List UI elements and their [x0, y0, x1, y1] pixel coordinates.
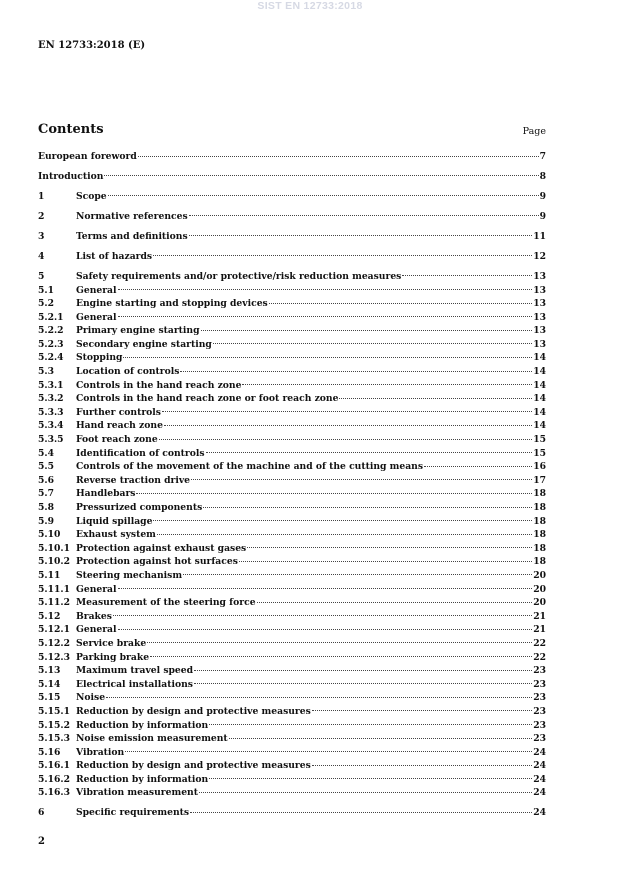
toc-entry-page: 13	[533, 311, 546, 323]
toc-entry-page: 13	[533, 270, 546, 282]
toc-entry-page: 15	[533, 434, 546, 446]
toc-entry-title: Vibration measurement	[76, 787, 198, 799]
toc-entry-number: 5.2.3	[38, 338, 64, 350]
toc-entry-page: 24	[533, 760, 546, 772]
toc-leader-dots	[312, 710, 532, 711]
toc-entry-number: 5.3.3	[38, 406, 64, 418]
watermark: SIST EN 12733:2018	[257, 0, 363, 12]
toc-entry-title: Location of controls	[76, 366, 180, 378]
toc-leader-dots	[157, 534, 532, 535]
toc-entry-page: 9	[539, 210, 546, 222]
toc-entry-page: 16	[533, 461, 546, 473]
toc-entry-title: Electrical installations	[76, 678, 193, 690]
toc-entry[interactable]	[38, 623, 546, 637]
toc-leader-dots	[153, 520, 532, 521]
toc-leader-dots	[242, 384, 532, 385]
toc-leader-dots	[209, 724, 532, 725]
toc-leader-dots	[162, 411, 532, 412]
toc-entry-number: 5.13	[38, 665, 61, 677]
toc-leader-dots	[201, 330, 533, 331]
toc-entry-number: 5	[38, 270, 45, 282]
toc-entry[interactable]	[38, 270, 546, 284]
toc-entry[interactable]	[38, 474, 546, 488]
toc-entry[interactable]	[38, 250, 546, 264]
toc-entry-number: 5.16.1	[38, 760, 70, 772]
toc-entry-page: 12	[533, 250, 546, 262]
toc-entry-number: 5.15.2	[38, 719, 70, 731]
toc-entry-title: Normative references	[76, 210, 188, 222]
toc-entry-page: 13	[533, 298, 546, 310]
toc-entry-title: Reduction by design and protective measures	[76, 705, 311, 717]
toc-entry[interactable]	[38, 487, 546, 501]
toc-entry-page: 15	[533, 447, 546, 459]
toc-entry[interactable]	[38, 460, 546, 474]
toc-entry[interactable]	[38, 501, 546, 515]
toc-leader-dots	[402, 275, 532, 276]
toc-entry-title: Vibration	[76, 746, 125, 758]
toc-entry-page: 23	[533, 719, 546, 731]
toc-entry[interactable]	[38, 664, 546, 678]
toc-entry[interactable]	[38, 284, 546, 298]
toc-leader-dots	[191, 479, 532, 480]
toc-entry-page: 21	[533, 610, 546, 622]
toc-entry-title: General	[76, 583, 117, 595]
toc-entry-title: General	[76, 311, 117, 323]
toc-leader-dots	[189, 235, 533, 236]
toc-entry-title: Terms and definitions	[76, 230, 188, 242]
toc-entry-number: 1	[38, 190, 45, 202]
toc-entry-number: 5.4	[38, 447, 54, 459]
toc-entry-number: 5.2	[38, 298, 54, 310]
toc-entry[interactable]	[38, 596, 546, 610]
toc-entry-number: 5.15.3	[38, 733, 70, 745]
table-of-contents	[38, 150, 546, 820]
toc-entry[interactable]	[38, 447, 546, 461]
toc-leader-dots	[199, 792, 532, 793]
toc-entry[interactable]	[38, 746, 546, 760]
toc-entry-page: 21	[533, 624, 546, 636]
toc-entry-page: 20	[533, 597, 546, 609]
toc-entry-page: 23	[533, 665, 546, 677]
toc-leader-dots	[206, 452, 533, 453]
toc-leader-dots	[203, 507, 532, 508]
toc-entry[interactable]	[38, 732, 546, 746]
page-column-label: Page	[522, 126, 546, 137]
toc-entry[interactable]	[38, 311, 546, 325]
toc-entry-number: 5.10	[38, 529, 61, 541]
toc-entry-title: Controls in the hand reach zone	[76, 379, 242, 391]
toc-leader-dots	[190, 812, 532, 813]
toc-entry-number: 5.3.1	[38, 379, 64, 391]
toc-entry[interactable]	[38, 190, 546, 204]
toc-entry[interactable]	[38, 610, 546, 624]
toc-entry-page: 18	[533, 502, 546, 513]
toc-leader-dots	[213, 343, 532, 344]
toc-entry-number: 5.5	[38, 461, 54, 473]
toc-entry-number: 5.2.4	[38, 352, 64, 364]
toc-entry-number: 5.2.2	[38, 325, 64, 337]
toc-entry-page: 22	[533, 637, 546, 649]
toc-entry-page: 23	[533, 678, 546, 690]
toc-entry-number: 5.11.1	[38, 583, 70, 595]
toc-entry-page: 17	[533, 474, 546, 486]
toc-entry-title: Brakes	[76, 610, 112, 622]
toc-entry-number: 5.2.1	[38, 311, 64, 323]
toc-entry[interactable]	[38, 150, 546, 164]
toc-entry-number: 6	[38, 807, 45, 819]
toc-entry-page: 14	[533, 366, 546, 378]
toc-leader-dots	[269, 303, 532, 304]
toc-entry-number: 5.14	[38, 678, 61, 690]
toc-entry-page: 13	[533, 284, 546, 296]
toc-entry[interactable]	[38, 433, 546, 447]
toc-entry-number: 5.7	[38, 488, 54, 500]
toc-leader-dots	[183, 574, 532, 575]
toc-entry[interactable]	[38, 419, 546, 433]
toc-leader-dots	[150, 656, 532, 657]
toc-leader-dots	[339, 398, 532, 399]
toc-entry[interactable]	[38, 583, 546, 597]
toc-leader-dots	[118, 629, 533, 630]
toc-entry[interactable]	[38, 806, 546, 820]
toc-entry-number: 5.1	[38, 284, 54, 296]
standard-id-header: EN 12733:2018 (E)	[38, 40, 146, 51]
toc-leader-dots	[104, 175, 538, 176]
toc-entry-page: 23	[533, 705, 546, 717]
toc-entry-title: Scope	[76, 190, 107, 202]
toc-entry-title: Service brake	[76, 637, 147, 649]
toc-entry[interactable]	[38, 773, 546, 787]
toc-entry[interactable]	[38, 392, 546, 406]
toc-entry-title: Identification of controls	[76, 447, 205, 459]
toc-leader-dots	[312, 765, 532, 766]
toc-entry-title: General	[76, 284, 117, 296]
toc-entry-number: 5.8	[38, 502, 54, 513]
toc-entry-title: Controls in the hand reach zone or foot reach zone	[76, 393, 339, 405]
page-number: 2	[38, 836, 45, 847]
toc-leader-dots	[136, 493, 532, 494]
toc-entry-number: 5.16.2	[38, 773, 70, 785]
toc-entry-title: Engine starting and stopping devices	[76, 298, 268, 310]
toc-entry-title: Measurement of the steering force	[76, 597, 256, 609]
toc-entry-number: 5.3	[38, 366, 54, 378]
toc-entry-page: 7	[539, 151, 546, 162]
toc-entry[interactable]	[38, 338, 546, 352]
toc-entry[interactable]	[38, 637, 546, 651]
toc-entry-title: Steering mechanism	[76, 569, 183, 581]
toc-entry-number: 5.11	[38, 569, 61, 581]
toc-entry-title: Secondary engine starting	[76, 338, 212, 350]
toc-entry[interactable]	[38, 230, 546, 244]
toc-entry[interactable]	[38, 324, 546, 338]
toc-entry-title: Reduction by design and protective measures	[76, 760, 311, 772]
toc-entry-title: Exhaust system	[76, 529, 156, 541]
toc-entry-number: 5.11.2	[38, 597, 70, 609]
toc-entry-title: Liquid spillage	[76, 515, 153, 527]
toc-leader-dots	[189, 215, 539, 216]
toc-entry-number: 5.15.1	[38, 705, 70, 717]
toc-entry-page: 18	[533, 515, 546, 527]
toc-entry-number: 5.6	[38, 474, 54, 486]
toc-entry-title: Pressurized components	[76, 502, 203, 513]
toc-entry-title: General	[76, 624, 117, 636]
toc-entry-page: 23	[533, 692, 546, 704]
toc-entry-title: Controls of the movement of the machine and of the cutting means	[76, 461, 423, 473]
toc-entry-page: 11	[533, 230, 546, 242]
toc-entry-page: 20	[533, 569, 546, 581]
toc-leader-dots	[153, 255, 532, 256]
toc-entry-page: 13	[533, 338, 546, 350]
toc-entry-title: Introduction	[38, 170, 104, 182]
toc-entry-page: 14	[533, 393, 546, 405]
toc-entry[interactable]	[38, 379, 546, 393]
toc-entry-number: 5.10.2	[38, 556, 70, 568]
toc-leader-dots	[247, 547, 532, 548]
toc-entry-page: 14	[533, 406, 546, 418]
toc-entry-number: 5.10.1	[38, 542, 70, 554]
toc-entry-title: Protection against exhaust gases	[76, 542, 247, 554]
toc-entry-number: 5.3.2	[38, 393, 64, 405]
toc-entry[interactable]	[38, 210, 546, 224]
toc-entry-title: Protection against hot surfaces	[76, 556, 238, 568]
toc-entry[interactable]	[38, 542, 546, 556]
toc-leader-dots	[138, 156, 539, 157]
toc-leader-dots	[257, 602, 533, 603]
toc-entry-title: Noise	[76, 692, 106, 704]
toc-entry-page: 23	[533, 733, 546, 745]
toc-entry-number: 4	[38, 250, 45, 262]
toc-leader-dots	[113, 615, 532, 616]
toc-entry-page: 18	[533, 529, 546, 541]
toc-entry[interactable]	[38, 678, 546, 692]
toc-entry-page: 18	[533, 556, 546, 568]
contents-title: Contents	[38, 122, 104, 137]
toc-entry-title: Reverse traction drive	[76, 474, 191, 486]
toc-entry-number: 5.15	[38, 692, 61, 704]
toc-entry-title: Primary engine starting	[76, 325, 200, 337]
toc-entry-number: 5.3.4	[38, 420, 64, 432]
toc-leader-dots	[180, 371, 532, 372]
toc-entry-title: Parking brake	[76, 651, 150, 663]
toc-entry-title: Reduction by information	[76, 773, 209, 785]
toc-leader-dots	[229, 738, 533, 739]
toc-entry[interactable]	[38, 555, 546, 569]
toc-entry[interactable]	[38, 719, 546, 733]
toc-leader-dots	[123, 357, 532, 358]
toc-entry-page: 24	[533, 787, 546, 799]
toc-entry[interactable]	[38, 528, 546, 542]
toc-leader-dots	[106, 697, 532, 698]
toc-leader-dots	[108, 195, 539, 196]
toc-entry[interactable]	[38, 297, 546, 311]
toc-entry-title: Hand reach zone	[76, 420, 163, 432]
toc-entry-page: 13	[533, 325, 546, 337]
toc-entry[interactable]	[38, 365, 546, 379]
toc-leader-dots	[118, 588, 533, 589]
toc-entry-page: 14	[533, 352, 546, 364]
toc-entry[interactable]	[38, 569, 546, 583]
toc-entry-number: 5.9	[38, 515, 54, 527]
toc-entry-title: Reduction by information	[76, 719, 209, 731]
toc-entry[interactable]	[38, 691, 546, 705]
toc-entry[interactable]	[38, 786, 546, 800]
toc-entry-number: 5.12	[38, 610, 61, 622]
toc-leader-dots	[125, 751, 532, 752]
toc-entry[interactable]	[38, 759, 546, 773]
toc-entry-number: 5.16	[38, 746, 61, 758]
toc-entry-title: List of hazards	[76, 250, 153, 262]
toc-entry[interactable]	[38, 351, 546, 365]
toc-entry[interactable]	[38, 515, 546, 529]
toc-entry-page: 24	[533, 773, 546, 785]
toc-entry-page: 20	[533, 583, 546, 595]
toc-entry-title: Noise emission measurement	[76, 733, 228, 745]
toc-entry-page: 24	[533, 807, 546, 819]
toc-entry-number: 5.3.5	[38, 434, 64, 446]
toc-entry-number: 5.16.3	[38, 787, 70, 799]
toc-entry-title: European foreword	[38, 151, 137, 162]
toc-entry-page: 18	[533, 542, 546, 554]
toc-leader-dots	[424, 466, 532, 467]
toc-entry-number: 5.12.3	[38, 651, 70, 663]
toc-leader-dots	[159, 439, 533, 440]
toc-leader-dots	[194, 683, 532, 684]
toc-entry-title: Handlebars	[76, 488, 136, 500]
toc-entry-number: 2	[38, 210, 45, 222]
toc-entry-title: Further controls	[76, 406, 161, 418]
toc-leader-dots	[164, 425, 532, 426]
toc-entry-page: 14	[533, 420, 546, 432]
toc-entry-page: 9	[539, 190, 546, 202]
toc-entry[interactable]	[38, 651, 546, 665]
toc-leader-dots	[239, 561, 532, 562]
toc-leader-dots	[118, 289, 533, 290]
toc-entry-page: 22	[533, 651, 546, 663]
toc-entry[interactable]	[38, 705, 546, 719]
toc-entry-page: 24	[533, 746, 546, 758]
toc-leader-dots	[147, 642, 532, 643]
toc-entry-title: Maximum travel speed	[76, 665, 194, 677]
toc-entry-title: Safety requirements and/or protective/risk reduction measures	[76, 270, 402, 282]
toc-leader-dots	[118, 316, 533, 317]
toc-leader-dots	[194, 670, 532, 671]
toc-entry-number: 5.12.1	[38, 624, 70, 636]
toc-entry-page: 8	[539, 170, 546, 182]
toc-entry-title: Foot reach zone	[76, 434, 158, 446]
toc-entry-title: Stopping	[76, 352, 123, 364]
toc-entry-page: 18	[533, 488, 546, 500]
toc-entry-number: 5.12.2	[38, 637, 70, 649]
toc-leader-dots	[209, 778, 532, 779]
toc-entry-number: 3	[38, 230, 45, 242]
toc-entry-page: 14	[533, 379, 546, 391]
toc-entry[interactable]	[38, 406, 546, 420]
toc-entry-title: Specific requirements	[76, 807, 190, 819]
toc-entry[interactable]	[38, 170, 546, 184]
